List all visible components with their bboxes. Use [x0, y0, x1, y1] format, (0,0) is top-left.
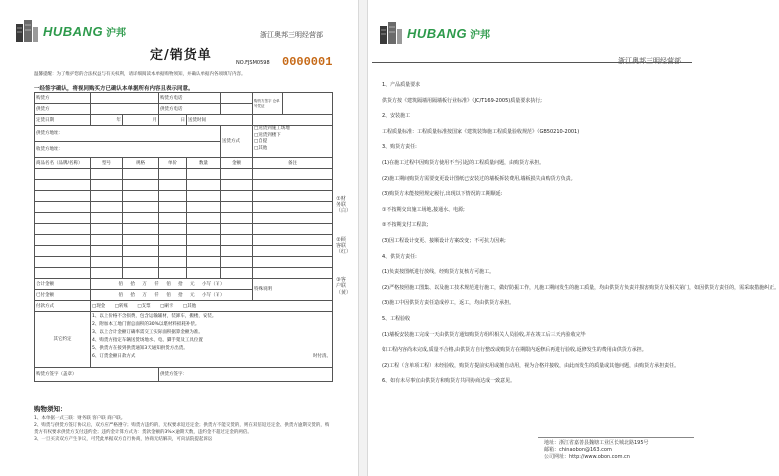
footer-website: 公司网址：http://www.obon.com.cn	[544, 454, 630, 460]
item-cell[interactable]	[253, 224, 333, 235]
notice-item: 1、本单据一式三联：财务联 客户联 商户联。	[34, 416, 126, 421]
order-date-month[interactable]: 月	[123, 115, 159, 126]
item-cell[interactable]	[253, 257, 333, 268]
item-cell[interactable]	[35, 191, 91, 202]
terms-body	[382, 78, 779, 390]
delivery-time-field[interactable]	[253, 115, 333, 126]
building-logo-icon	[378, 20, 404, 46]
company-name: 浙江奥邦三明经营部	[260, 31, 323, 39]
delivery-option[interactable]: □自提	[254, 139, 268, 144]
order-date-label: 定货日期	[35, 115, 91, 126]
company-name: 浙江奥邦三明经营部	[618, 57, 681, 65]
item-cell[interactable]	[91, 202, 123, 213]
purchase-notice	[34, 404, 332, 443]
item-cell[interactable]	[91, 224, 123, 235]
item-cell[interactable]	[35, 213, 91, 224]
item-cell[interactable]	[187, 268, 221, 279]
payoff-text: 时付清。	[313, 354, 331, 359]
item-cell[interactable]	[159, 224, 187, 235]
payment-option[interactable]: □其他	[182, 303, 197, 309]
item-cell[interactable]	[91, 213, 123, 224]
item-cell[interactable]	[187, 169, 221, 180]
item-row[interactable]	[35, 257, 333, 268]
terms-line: 工程质量标准：工程质量标准按国家《建筑装饰施工程质量验收规范》（GB50210-2001)	[382, 128, 580, 135]
order-date-day[interactable]: 日	[159, 115, 187, 126]
copy-label-client: ③客户联（黄）	[336, 277, 352, 296]
total-amount-label: 合计金额	[35, 279, 91, 290]
terms-line: (1)负责按图纸进行放线，经购货方复核方可施工。	[382, 269, 495, 276]
item-cell[interactable]	[187, 224, 221, 235]
item-row[interactable]	[35, 169, 333, 180]
item-cell[interactable]	[253, 180, 333, 191]
buyer-sign-note: 购货方签字 仓单号凭证	[253, 93, 283, 115]
building-logo-icon	[14, 18, 40, 44]
item-cell[interactable]	[35, 224, 91, 235]
item-cell[interactable]	[91, 191, 123, 202]
col-header: 型号	[91, 158, 123, 169]
item-cell[interactable]	[187, 202, 221, 213]
terms-line: ②不按期支付工程款;	[382, 222, 429, 229]
item-cell[interactable]	[253, 169, 333, 180]
item-row[interactable]	[35, 180, 333, 191]
col-header: 数量	[187, 158, 221, 169]
item-cell[interactable]	[123, 224, 159, 235]
terms-page	[368, 0, 779, 476]
item-row[interactable]	[35, 213, 333, 224]
notice-title: 购物须知：	[34, 405, 67, 413]
order-date-year[interactable]: 年	[91, 115, 123, 126]
paid-amount-units[interactable]: 佰 拾 万 仟 佰 拾 元 小写（￥）	[91, 290, 253, 301]
item-cell[interactable]	[221, 180, 253, 191]
copy-label-customer: ②顾客联（红）	[336, 236, 352, 256]
supply-address-field[interactable]: 供货方地址：	[35, 126, 221, 142]
item-cell[interactable]	[123, 202, 159, 213]
header-rule	[372, 62, 692, 63]
delivery-method-label: 送货方式	[221, 126, 253, 158]
terms-line: (3)因工程设计变更、接顺设计方案改变；不可抗力因素;	[382, 237, 506, 244]
reminder-bold: 一经签字确认，将视同购买方已确认本单据所有内容且表示同意。	[34, 86, 194, 92]
col-header: 备注	[253, 158, 333, 169]
item-cell[interactable]	[35, 202, 91, 213]
item-cell[interactable]	[91, 257, 123, 268]
item-cell[interactable]	[123, 235, 159, 246]
payment-option[interactable]: □支票	[137, 303, 151, 309]
order-form-page	[0, 0, 358, 476]
item-row[interactable]	[35, 202, 333, 213]
item-cell[interactable]	[123, 246, 159, 257]
item-cell[interactable]	[221, 202, 253, 213]
item-row[interactable]	[35, 224, 333, 235]
item-cell[interactable]	[159, 257, 187, 268]
other-terms-label: 其它约定	[35, 312, 91, 368]
col-header: 金额	[221, 158, 253, 169]
total-amount-units[interactable]: 佰 拾 万 仟 佰 拾 元 小写（￥）	[91, 279, 253, 290]
buyer-phone-label: 购货方电话	[159, 93, 221, 104]
item-cell[interactable]	[35, 257, 91, 268]
terms-line: 2、安装施工	[382, 113, 411, 120]
delivery-time-label: 送货时间	[187, 115, 253, 126]
item-cell[interactable]	[187, 213, 221, 224]
company-logo	[14, 18, 126, 44]
other-terms: 1、以上价格不含损费，包含运输辅材，装卸车，搬楼，安装。 2、附加本工地门窗总面积的30%以堪材料损耗补偿。 3、以上合计金额订确率需交工实际面积据算金额为准。 4、购货方指定车辆送货场地水、电、脚手架及工具位置 5、供货方在接到供货通知3天通知供货方出货。 6、订货金额日款方式 时付清。	[91, 312, 333, 368]
buyer-phone-field[interactable]	[221, 93, 253, 104]
terms-line: ①不按期交出施工场地,接通水、电源;	[382, 206, 465, 213]
item-cell[interactable]	[91, 235, 123, 246]
buyer-label: 购货方	[35, 93, 91, 104]
order-form-table	[34, 92, 333, 382]
supplier-signature[interactable]: 供货方签字：	[159, 368, 333, 382]
item-cell[interactable]	[253, 202, 333, 213]
logo-wordmark: HUBANG	[43, 23, 104, 39]
item-cell[interactable]	[159, 268, 187, 279]
copy-label-finance: ①财务联（白）	[336, 196, 352, 215]
terms-line: 1、产品质量要求	[382, 82, 421, 88]
item-cell[interactable]	[159, 235, 187, 246]
receive-address-field[interactable]: 收货方地址：	[35, 142, 221, 158]
contact-footer	[544, 440, 649, 461]
col-header: 规格	[123, 158, 159, 169]
special-note-label: 特殊说明	[253, 279, 333, 301]
col-header: 单价	[159, 158, 187, 169]
item-cell[interactable]	[159, 246, 187, 257]
item-cell[interactable]	[35, 169, 91, 180]
copy-labels	[336, 196, 352, 296]
item-cell[interactable]	[91, 246, 123, 257]
footer-address: 地址：浙江省嘉善县魏塘工业区长城北路195号	[544, 440, 649, 446]
item-cell[interactable]	[221, 246, 253, 257]
item-cell[interactable]	[123, 257, 159, 268]
notice-item: 3、一旦买卖双方产生争议，可凭此单据双方自行协商，协商无结解决，可向法院提起诉讼	[34, 437, 213, 442]
terms-line: (1)墙板安装施工完成一天由供货方通知购货方组织相关人员验收,并在竣工后三天内验收完毕	[382, 331, 586, 338]
item-cell[interactable]	[159, 213, 187, 224]
item-cell[interactable]	[123, 169, 159, 180]
supplier-phone-field[interactable]	[221, 104, 253, 115]
item-cell[interactable]	[187, 180, 221, 191]
item-cell[interactable]	[221, 268, 253, 279]
item-cell[interactable]	[35, 235, 91, 246]
page-title: 定/销货单	[150, 48, 212, 63]
supplier-label: 供货方	[35, 104, 91, 115]
payment-option[interactable]: □转账	[114, 303, 128, 309]
item-cell[interactable]	[253, 268, 333, 279]
item-rows	[35, 169, 333, 279]
item-cell[interactable]	[159, 169, 187, 180]
supplier-field[interactable]	[91, 104, 159, 115]
item-row[interactable]	[35, 268, 333, 279]
item-row[interactable]	[35, 246, 333, 257]
item-cell[interactable]	[221, 191, 253, 202]
terms-line: 3、购货方责任:	[382, 144, 417, 151]
item-cell[interactable]	[123, 191, 159, 202]
item-cell[interactable]	[159, 180, 187, 191]
item-cell[interactable]	[159, 191, 187, 202]
item-cell[interactable]	[221, 257, 253, 268]
item-cell[interactable]	[187, 235, 221, 246]
serial-label: NO.FJSM0598	[236, 60, 270, 66]
logo-chinese: 沪邦	[470, 29, 491, 41]
payment-option[interactable]: □现金	[92, 303, 106, 309]
item-cell[interactable]	[253, 213, 333, 224]
item-cell[interactable]	[187, 246, 221, 257]
company-logo	[378, 20, 490, 46]
item-cell[interactable]	[91, 268, 123, 279]
item-cell[interactable]	[123, 180, 159, 191]
delivery-option[interactable]: □送货到施工场地	[254, 126, 290, 131]
serial-number: 0000001	[282, 55, 333, 69]
item-cell[interactable]	[187, 257, 221, 268]
item-cell[interactable]	[91, 169, 123, 180]
terms-line: (2)工程（含单项工程）未经验收，购货方提前实用或擅自动用，视为合格并接收，由此而发生的质量或其他问题，由购货方承担责任。	[382, 362, 680, 369]
col-header: 商品名名（品牌/名称）	[35, 158, 91, 169]
terms-line: 6、如有未尽事宜由供货方和购货方共同协商达成一致意见。	[382, 378, 516, 385]
payment-method-label: 付款方式	[35, 301, 91, 312]
item-row[interactable]	[35, 235, 333, 246]
reminder-text: 温馨提醒：为了维护您的合法权益与有关权利，请详细阅读本单据购物须知，并确认单据内各项填写内容。	[34, 72, 246, 77]
item-cell[interactable]	[91, 180, 123, 191]
item-cell[interactable]	[221, 224, 253, 235]
item-cell[interactable]	[221, 169, 253, 180]
terms-line: (1)在施工过程中因购货方使用不当引起的工程质量问题，由购货方承担。	[382, 159, 545, 166]
delivery-option[interactable]: □其他	[254, 145, 268, 151]
footer-email: 邮箱：chinaobon@163.com	[544, 447, 612, 453]
item-cell[interactable]	[253, 246, 333, 257]
page-divider	[358, 0, 368, 476]
terms-line: (2)施工期间购货方需要变更设计图纸已安装过的墙板拆装费用,墙板损失由购货方负责。	[382, 175, 576, 182]
item-cell[interactable]	[253, 191, 333, 202]
notice-item: 2、购货与供货方签订协议后，双方应严格遵守；购货方违约的，无权要求返还定金；供货方不能交货的，则在双倍返还定金、供货方逾期交货的，购货方有权要求供货方支付违约金；违约金计算方式为：货款金额的3%×逾期天数，违约金不超过定金的两倍。	[34, 423, 330, 435]
terms-line: (3)购货方未能按照规定履行,出现以下情况的工期顺延:	[382, 191, 503, 198]
supplier-phone-label: 供货方电话	[159, 104, 221, 115]
buyer-signature[interactable]: 购货方签字（盖章）	[35, 368, 159, 382]
terms-line: 5、工程验收	[382, 315, 411, 322]
terms-line: 供货方按《建筑隔墙用隔墙板行业标准》（JC/T169-2005)质量要求执行;	[382, 97, 542, 104]
item-cell[interactable]	[221, 213, 253, 224]
payment-options[interactable]	[91, 301, 333, 312]
buyer-sign-field[interactable]	[283, 93, 333, 115]
item-cell[interactable]	[159, 202, 187, 213]
item-cell[interactable]	[35, 246, 91, 257]
terms-line: (2)严格按照施工图集、以及施工技术规范进行施工，做好防振工作，凡施工期间发生的施工质量，均由供货方负责并损害购货方及相关第门，如因供货方责任的，需采取措施纠正。	[382, 284, 779, 291]
delivery-option[interactable]: □送货到楼下	[254, 132, 281, 138]
paid-amount-label: 已付金额	[35, 290, 91, 301]
item-cell[interactable]	[35, 180, 91, 191]
item-row[interactable]	[35, 191, 333, 202]
item-cell[interactable]	[35, 268, 91, 279]
payment-option[interactable]: □刷卡	[160, 303, 174, 309]
terms-line: 如工程内容尚未完成,质量不合格,由供货方自行整改或购货方在期限内返修后再进行验收,返修发生的费用由供货方承担。	[382, 347, 647, 354]
item-cell[interactable]	[187, 191, 221, 202]
terms-line: (3)施工中因供货方责任造成停工，返工，均由供货方承担。	[382, 300, 515, 307]
logo-wordmark: HUBANG	[407, 25, 468, 41]
footer-rule	[538, 437, 694, 438]
item-cell[interactable]	[221, 235, 253, 246]
item-cell[interactable]	[123, 268, 159, 279]
delivery-options[interactable]	[253, 126, 333, 158]
terms-line: 4、供货方责任:	[382, 253, 417, 260]
item-cell[interactable]	[253, 235, 333, 246]
logo-chinese: 沪邦	[106, 27, 127, 39]
item-cell[interactable]	[123, 213, 159, 224]
buyer-field[interactable]	[91, 93, 159, 104]
